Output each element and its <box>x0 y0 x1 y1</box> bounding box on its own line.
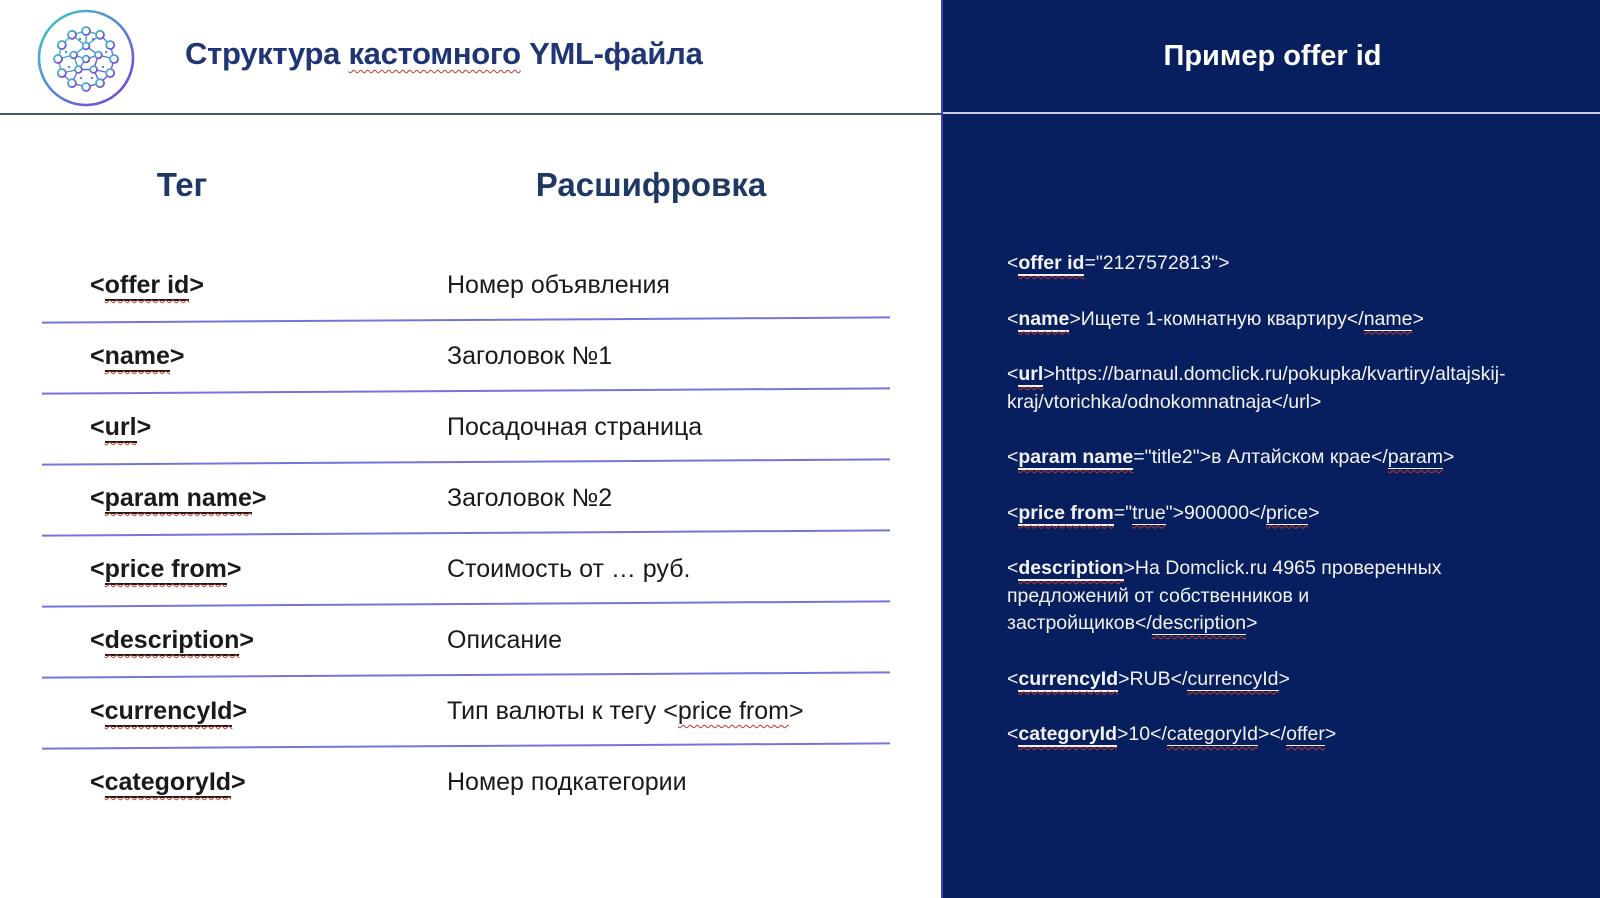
text-segment: < <box>90 626 105 654</box>
text-segment: param <box>1387 446 1444 468</box>
text-segment: > <box>251 484 267 512</box>
text-segment: Стоимость от … руб. <box>447 555 691 583</box>
text-segment: name <box>104 342 170 370</box>
right-panel <box>941 0 1600 898</box>
text-segment: > <box>226 555 242 583</box>
text-segment: categoryId <box>1166 723 1258 745</box>
text-segment: price from <box>677 697 789 725</box>
description-cell <box>322 555 890 584</box>
example-title: Пример offer id <box>1163 40 1382 72</box>
text-segment: > <box>1412 307 1424 330</box>
code-line <box>1007 666 1512 694</box>
text-segment: currencyId <box>1187 667 1279 690</box>
text-segment: offer id <box>1018 252 1085 274</box>
text-segment: < <box>1007 667 1019 690</box>
text-segment: ="2127572813"> <box>1084 252 1230 274</box>
description-cell <box>322 342 890 371</box>
text-segment: description <box>1018 557 1124 579</box>
table-row <box>42 747 890 818</box>
tag-cell <box>42 271 322 300</box>
text-segment: ">900000</ <box>1165 501 1266 524</box>
text-segment: > <box>1324 723 1337 745</box>
text-segment: < <box>1007 501 1019 524</box>
text-segment: < <box>90 768 105 796</box>
text-segment: >https://barnaul.domclick.ru/pokupka/kvartiry/altajskij-kraj/vtorichka/odnokomnatnaja</url> <box>1007 363 1506 413</box>
text-segment: > <box>189 271 204 299</box>
text-segment: > <box>136 413 152 441</box>
text-segment: < <box>1007 252 1019 274</box>
text-segment: categoryId <box>1018 723 1118 745</box>
description-cell <box>322 271 890 300</box>
text-segment: < <box>1007 723 1019 745</box>
text-segment: param name <box>104 484 252 512</box>
table-row <box>42 250 890 321</box>
text-segment: price from <box>1018 501 1114 524</box>
table-row <box>42 392 890 463</box>
text-segment: > <box>1246 612 1258 634</box>
text-segment: </ <box>1269 723 1287 745</box>
text-segment: Номер объявления <box>447 271 670 299</box>
text-segment: currencyId <box>1018 667 1119 690</box>
code-line <box>1007 306 1512 334</box>
text-segment: Структура <box>185 36 349 71</box>
text-segment: < <box>1007 363 1019 385</box>
text-segment: param name <box>1018 446 1134 468</box>
text-segment: < <box>90 271 105 299</box>
text-segment: url <box>1018 363 1044 385</box>
text-segment: < <box>90 413 105 441</box>
text-segment: ="title2">в Алтайском крае</ <box>1133 446 1388 468</box>
header-divider-right <box>943 112 1600 114</box>
text-segment: url <box>104 413 137 441</box>
yml-structure-table <box>42 145 890 818</box>
column-header-desc: Расшифровка <box>535 166 767 203</box>
text-segment: offer <box>1286 723 1325 745</box>
text-segment: кастомного <box>348 36 521 71</box>
text-segment: Заголовок №2 <box>447 484 613 512</box>
text-segment: currencyId <box>104 697 233 725</box>
code-line <box>1007 444 1512 472</box>
yml-code-example <box>1007 250 1512 777</box>
text-segment: description <box>1151 612 1247 634</box>
code-line <box>1007 500 1512 528</box>
text-segment: >На Domclick.ru 4965 проверенных предложений от собственников и застройщиков</ <box>1007 557 1442 634</box>
text-segment: name <box>1363 307 1413 330</box>
text-segment: Тип валюты к тегу < <box>447 697 678 725</box>
text-segment: > <box>239 626 254 654</box>
text-segment: > <box>231 768 246 796</box>
text-segment: Заголовок №1 <box>447 342 613 370</box>
text-segment: >10</ <box>1117 723 1167 745</box>
text-segment: > <box>788 697 804 725</box>
tag-cell <box>42 413 322 442</box>
page-title <box>185 36 703 72</box>
tag-cell <box>42 768 322 797</box>
text-segment: price from <box>104 555 227 583</box>
tag-cell <box>42 626 322 655</box>
text-segment: > <box>1308 501 1320 524</box>
text-segment: < <box>90 342 105 370</box>
text-segment: > <box>1278 667 1290 690</box>
text-segment: Посадочная страница <box>447 413 703 441</box>
text-segment: YML-файла <box>520 36 703 71</box>
table-row <box>42 605 890 676</box>
code-line <box>1007 555 1512 638</box>
text-segment: name <box>1018 307 1070 330</box>
text-segment: offer id <box>104 271 190 299</box>
header-divider <box>0 113 941 115</box>
text-segment: < <box>1007 446 1019 468</box>
description-cell <box>322 413 890 442</box>
text-segment: true <box>1132 501 1166 524</box>
text-segment: Описание <box>447 626 563 654</box>
tag-cell <box>42 555 322 584</box>
tag-cell <box>42 697 322 726</box>
code-line <box>1007 250 1512 278</box>
text-segment: > <box>1443 446 1455 468</box>
tag-cell <box>42 484 322 513</box>
text-segment: >RUB</ <box>1118 667 1188 690</box>
table-body <box>42 250 890 818</box>
code-line <box>1007 721 1512 749</box>
text-segment: < <box>90 484 105 512</box>
text-segment: price <box>1265 501 1309 524</box>
text-segment: Номер подкатегории <box>447 768 687 796</box>
description-cell <box>322 484 890 513</box>
code-line <box>1007 361 1512 416</box>
text-segment: >Ищете 1-комнатную квартиру</ <box>1069 307 1364 330</box>
text-segment: description <box>104 626 240 654</box>
text-segment: categoryId <box>104 768 232 796</box>
description-cell <box>322 697 890 726</box>
text-segment: < <box>90 555 105 583</box>
tag-cell <box>42 342 322 371</box>
table-row <box>42 321 890 392</box>
text-segment: =" <box>1113 501 1133 524</box>
text-segment: > <box>232 697 248 725</box>
text-segment: < <box>90 697 105 725</box>
text-segment: < <box>1007 307 1019 330</box>
description-cell <box>322 626 890 655</box>
text-segment: > <box>169 342 185 370</box>
network-globe-logo-icon <box>36 7 136 109</box>
text-segment: < <box>1007 557 1019 579</box>
column-header-tag: Тег <box>156 166 208 203</box>
table-row <box>42 676 890 747</box>
table-header-row <box>42 145 890 225</box>
table-row <box>42 463 890 534</box>
table-row <box>42 534 890 605</box>
text-segment: > <box>1257 723 1270 745</box>
description-cell <box>322 768 890 797</box>
